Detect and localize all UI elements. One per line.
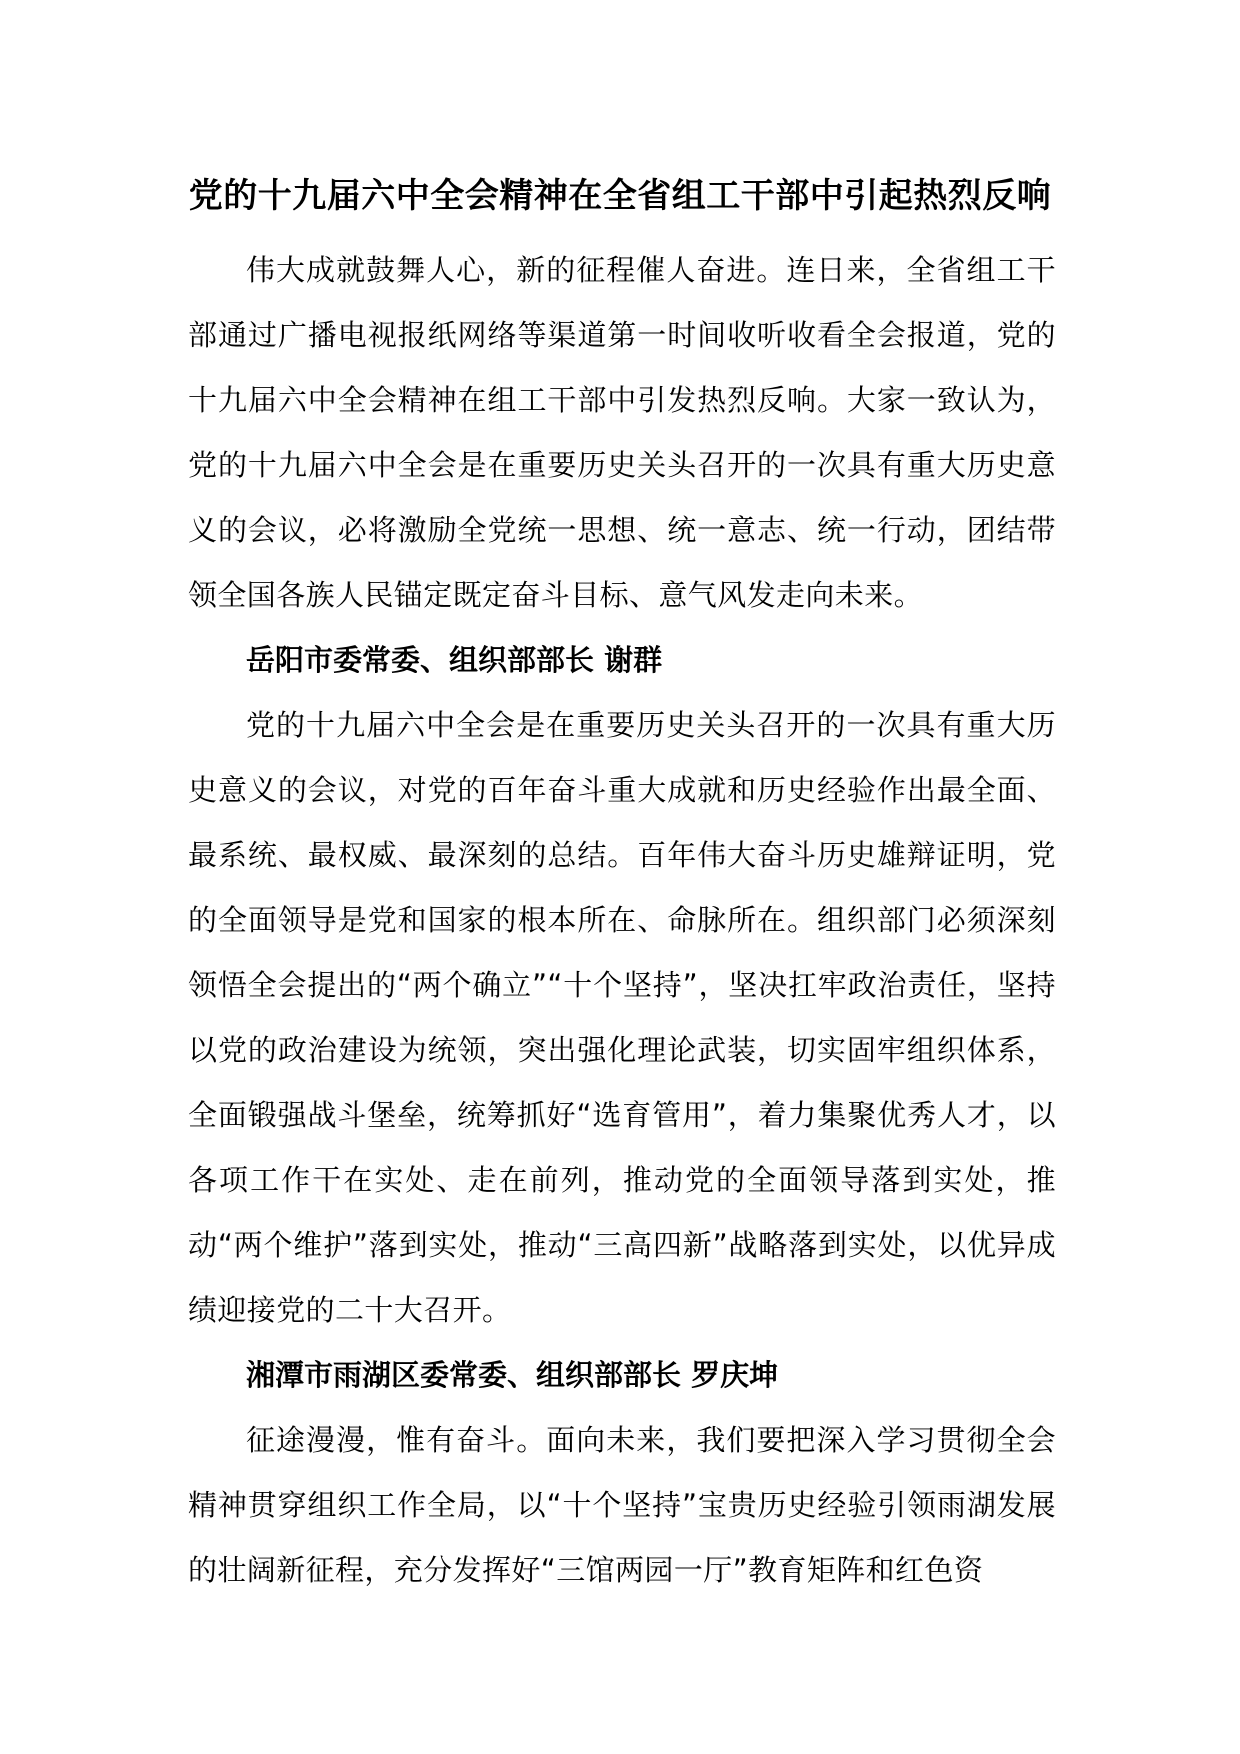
- speaker-name: 湘潭市雨湖区委常委、组织部部长 罗庆坤: [246, 1358, 779, 1392]
- document-body: [188, 238, 1056, 1603]
- document-title: 党的十九届六中全会精神在全省组工干部中引起热烈反响: [188, 176, 1052, 216]
- intro-paragraph: 伟大成就鼓舞人心，新的征程催人奋进。连日来，全省组工干部通过广播电视报纸网络等渠道第一时间收听收看全会报道，党的十九届六中全会精神在组工干部中引发热烈反响。大家一致认为，党的十九届六中全会是在重要历史关头召开的一次具有重大历史意义的会议，必将激励全党统一思想、统一意志、统一行动，团结带领全国各族人民锚定既定奋斗目标、意气风发走向未来。: [188, 253, 1056, 612]
- speaker-statement: 党的十九届六中全会是在重要历史关头召开的一次具有重大历史意义的会议，对党的百年奋斗重大成就和历史经验作出最全面、最系统、最权威、最深刻的总结。百年伟大奋斗历史雄辩证明，党的全面领导是党和国家的根本所在、命脉所在。组织部门必须深刻领悟全会提出的“两个确立”“十个坚持”，坚决扛牢政治责任，坚持以党的政治建设为统领，突出强化理论武装，切实固牢组织体系，全面锻强战斗堡垒，统筹抓好“选育管用”，着力集聚优秀人才，以各项工作干在实处、走在前列，推动党的全面领导落到实处，推动“两个维护”落到实处，推动“三高四新”战略落到实处，以优异成绩迎接党的二十大召开。: [188, 708, 1056, 1327]
- speaker-name: 岳阳市委常委、组织部部长 谢群: [246, 643, 663, 677]
- speaker-statement: 征途漫漫，惟有奋斗。面向未来，我们要把深入学习贯彻全会精神贯穿组织工作全局，以“十个坚持”宝贵历史经验引领雨湖发展的壮阔新征程，充分发挥好“三馆两园一厅”教育矩阵和红色资: [188, 1423, 1056, 1587]
